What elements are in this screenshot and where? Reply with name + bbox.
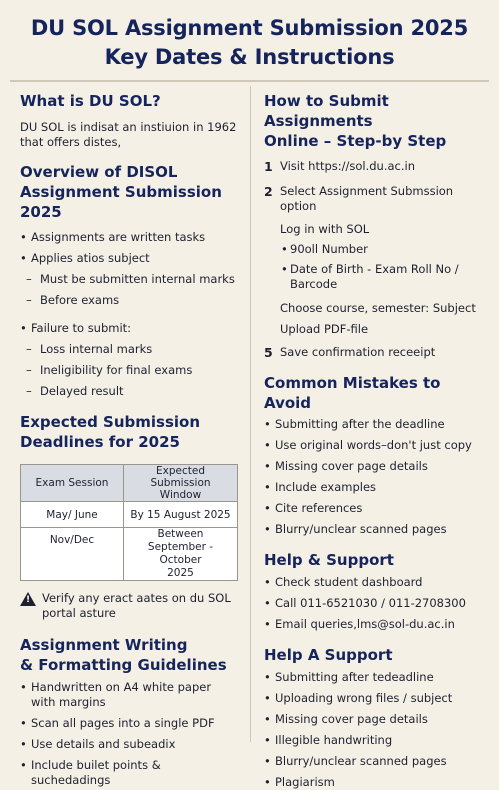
list-item: • Plagiarism bbox=[264, 775, 490, 790]
left-column bbox=[20, 88, 242, 788]
step-number: 2 bbox=[264, 184, 273, 199]
deadlines-heading-2: Deadlines for 2025 bbox=[20, 433, 180, 451]
list-item: • Blurry/unclear scanned pages bbox=[264, 754, 490, 769]
help-support-list bbox=[264, 670, 490, 790]
list-subitem: – Before exams bbox=[20, 293, 242, 308]
mistakes-list bbox=[264, 417, 490, 537]
step-upload: Upload PDF-file bbox=[280, 322, 369, 336]
help-heading: Help & Support bbox=[264, 551, 394, 569]
list-item: • Include builet points & suchedadings bbox=[20, 758, 242, 788]
guidelines-list bbox=[20, 680, 242, 788]
list-item: • Email queries,lms@sol-du.ac.in bbox=[264, 617, 490, 632]
what-text-2: that offers distes, bbox=[20, 135, 122, 149]
overview-section bbox=[20, 162, 242, 399]
help-section bbox=[264, 550, 490, 632]
title-line-2: Key Dates & Instructions bbox=[104, 45, 395, 69]
title-line-1: DU SOL Assignment Submission 2025 bbox=[30, 16, 469, 40]
deadlines-table bbox=[20, 464, 238, 581]
table-cell-session: May/ June bbox=[21, 502, 124, 528]
column-divider bbox=[250, 86, 251, 742]
deadlines-section bbox=[20, 412, 242, 621]
steps-list bbox=[264, 159, 490, 360]
guidelines-section bbox=[20, 635, 242, 788]
table-header-window: Expected Submission Window bbox=[124, 465, 238, 502]
list-item: • Call 011-6521030 / 011-2708300 bbox=[264, 596, 490, 611]
step-number: 5 bbox=[264, 345, 273, 360]
guidelines-heading-1: Assignment Writing bbox=[20, 636, 188, 654]
step-item: 5 Save confirmation receeipt bbox=[264, 345, 436, 360]
mistakes-section bbox=[264, 373, 490, 537]
header-divider bbox=[10, 80, 489, 82]
list-item: • Handwritten on A4 white paper with margins bbox=[20, 680, 242, 710]
table-row bbox=[21, 502, 238, 528]
guidelines-heading-2: & Formatting Guidelines bbox=[20, 656, 227, 674]
list-item: • Uploading wrong files / subject bbox=[264, 691, 490, 706]
list-item: • Illegible handwriting bbox=[264, 733, 490, 748]
what-section bbox=[20, 91, 242, 150]
warning-icon bbox=[20, 592, 36, 606]
list-item: • Submitting after the deadline bbox=[264, 417, 490, 432]
list-item: • Scan all pages into a single PDF bbox=[20, 716, 242, 731]
table-header-row bbox=[21, 465, 238, 502]
list-item: • Submitting after tedeadline bbox=[264, 670, 490, 685]
list-item: • Assignments are written tasks bbox=[20, 230, 242, 245]
table-cell-window: By 15 August 2025 bbox=[124, 502, 238, 528]
list-subitem: – Must be submitten internal marks bbox=[20, 272, 242, 287]
list-item: • Blurry/unclear scanned pages bbox=[264, 522, 490, 537]
how-heading-1: How to Submit Assignments bbox=[264, 92, 389, 130]
overview-list bbox=[20, 230, 242, 399]
table-row bbox=[21, 528, 238, 581]
step-item: 2 Select Assignment Submssion option bbox=[264, 184, 454, 213]
list-item: • Missing cover page details bbox=[264, 712, 490, 727]
step-number: 1 bbox=[264, 159, 273, 174]
list-item: • Failure to submit: bbox=[20, 321, 242, 336]
help-support-section bbox=[264, 645, 490, 790]
list-item: • Cite references bbox=[264, 501, 490, 516]
list-item: • Use details and subeadix bbox=[20, 737, 242, 752]
list-item: • Applies atios subject bbox=[20, 251, 242, 266]
step-login: Log in with SOL bbox=[280, 222, 370, 236]
overview-heading-2: Assignment Submission 2025 bbox=[20, 183, 222, 221]
table-cell-session: Nov/Dec bbox=[21, 528, 124, 581]
what-heading: What is DU SOL? bbox=[20, 92, 161, 110]
list-item: • Use original words–don't just copy bbox=[264, 438, 490, 453]
list-subitem: – Delayed result bbox=[20, 384, 242, 399]
list-subitem: – Loss internal marks bbox=[20, 342, 242, 357]
what-text-1: DU SOL is indisat an instiuion in 1962 bbox=[20, 120, 237, 134]
page-title bbox=[0, 14, 499, 72]
table-cell-window: Between September - October 2025 bbox=[124, 528, 238, 581]
list-subitem: – Ineligibility for final exams bbox=[20, 363, 242, 378]
overview-heading-1: Overview of DISOL bbox=[20, 163, 178, 181]
right-column bbox=[264, 88, 490, 790]
list-item: • Include examples bbox=[264, 480, 490, 495]
table-header-session: Exam Session bbox=[21, 465, 124, 502]
help-list bbox=[264, 575, 490, 632]
step-subitem: • 90oll Number bbox=[264, 242, 490, 257]
list-item: • Missing cover page details bbox=[264, 459, 490, 474]
how-section bbox=[264, 91, 490, 360]
list-item: • Check student dashboard bbox=[264, 575, 490, 590]
mistakes-heading: Common Mistakes to Avoid bbox=[264, 374, 441, 412]
deadlines-heading-1: Expected Submission bbox=[20, 413, 200, 431]
step-subitem: • Date of Birth - Exam Roll No / Barcode bbox=[264, 262, 490, 292]
help-support-heading: Help A Support bbox=[264, 646, 393, 664]
verify-note: ! Verify any eract aates on du SOL portal asture bbox=[20, 591, 242, 621]
how-heading-2: Online – Step-by Step bbox=[264, 132, 447, 150]
step-item: 1 Visit https://sol.du.ac.in bbox=[264, 159, 416, 174]
step-choose: Choose course, semester: Subject bbox=[280, 301, 476, 315]
